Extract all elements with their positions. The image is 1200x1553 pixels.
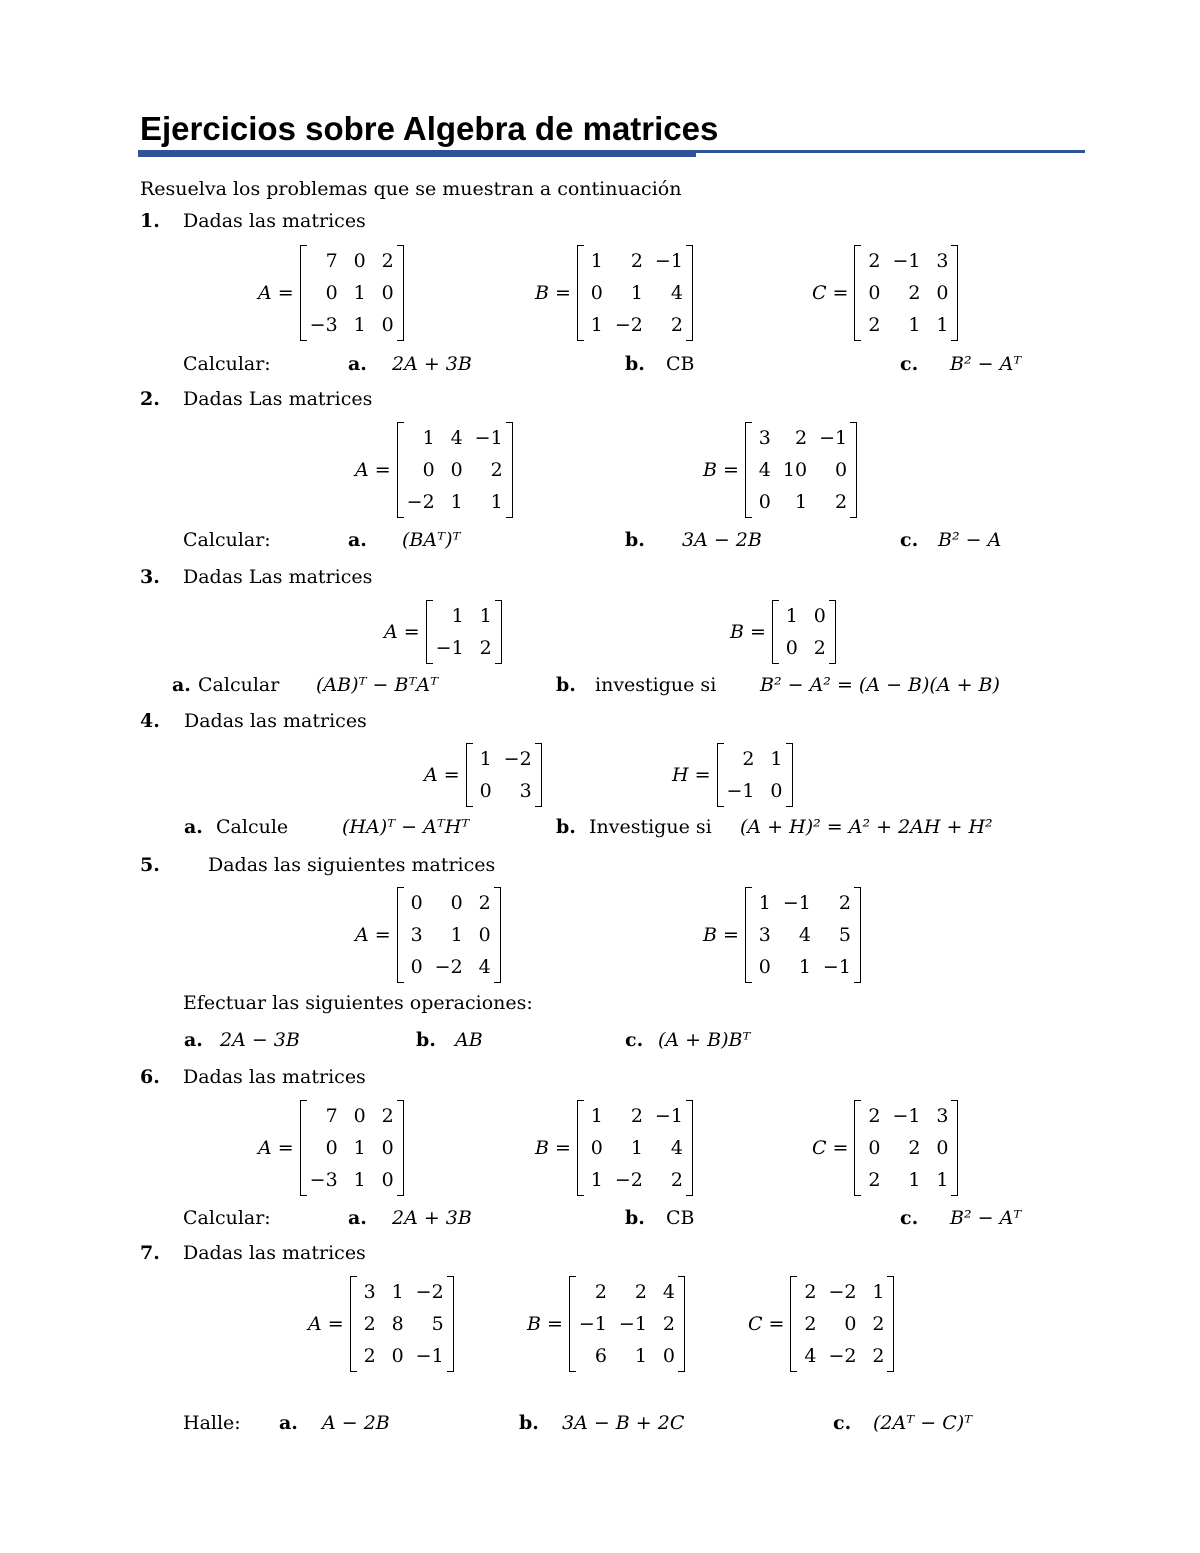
problem-2-b-label: b. bbox=[625, 529, 645, 551]
page-title: Ejercicios sobre Algebra de matrices bbox=[140, 110, 719, 147]
problem-1-matrix-A-cell: 0 bbox=[325, 282, 338, 304]
problem-2-matrix-B-cell: 10 bbox=[782, 459, 808, 481]
problem-1-matrix-C-cell: 2 bbox=[908, 282, 921, 304]
problem-2-matrix-B-cell: 0 bbox=[835, 459, 848, 481]
problem-6-a-expr: 2A + 3B bbox=[392, 1207, 472, 1229]
problem-5-number: 5. bbox=[140, 854, 160, 876]
problem-1-matrix-B-cell: 2 bbox=[670, 314, 683, 336]
problem-2-matrix-A-cell: 0 bbox=[450, 459, 463, 481]
problem-1-matrix-B-cell: 1 bbox=[590, 314, 603, 336]
problem-7-matrix-A-cell: 1 bbox=[391, 1281, 404, 1303]
problem-7-matrix-A-cell: 2 bbox=[363, 1345, 376, 1367]
problem-5-c-label: c. bbox=[625, 1029, 644, 1051]
problem-2-c-label: c. bbox=[900, 529, 919, 551]
problem-4-matrix-H-name: H bbox=[672, 764, 689, 786]
problem-2-matrix-A-equals: = bbox=[374, 459, 391, 481]
problem-4-matrix-H-cell: −1 bbox=[726, 780, 755, 802]
problem-5-matrix-B-cell: 4 bbox=[798, 924, 811, 946]
problem-2-matrix-B-body bbox=[745, 422, 857, 518]
problem-1-matrix-C-cell: −1 bbox=[892, 250, 921, 272]
problem-2-text: Dadas Las matrices bbox=[183, 388, 373, 410]
problem-3-matrix-A-body bbox=[426, 600, 502, 664]
problem-7-matrix-C-cell: −2 bbox=[828, 1345, 857, 1367]
problem-2-matrix-A-cell: −2 bbox=[406, 491, 435, 513]
problem-5-matrix-B-name: B bbox=[703, 924, 717, 946]
problem-6-matrix-C-cell: 2 bbox=[868, 1105, 881, 1127]
problem-5-matrix-B-cell: 3 bbox=[758, 924, 771, 946]
problem-1-matrix-A-name: A bbox=[258, 282, 272, 304]
problem-1-matrix-B-cell: −2 bbox=[614, 314, 643, 336]
problem-5-a-expr: 2A − 3B bbox=[220, 1029, 300, 1051]
problem-2-matrix-A-cell: 1 bbox=[422, 427, 435, 449]
problem-6-matrix-B-cell: 1 bbox=[590, 1105, 603, 1127]
problem-2-matrix-B bbox=[703, 422, 857, 518]
problem-3-a-expr: (AB)ᵀ − BᵀAᵀ bbox=[316, 674, 439, 696]
problem-3-matrix-B-body bbox=[772, 600, 836, 664]
problem-4-matrix-A-cell: 0 bbox=[479, 780, 492, 802]
problem-4-matrix-H bbox=[672, 743, 793, 807]
problem-6-matrix-B bbox=[535, 1100, 693, 1196]
problem-7-matrix-B-cell: 2 bbox=[634, 1281, 647, 1303]
problem-7-matrix-A-cell: −2 bbox=[415, 1281, 444, 1303]
problem-5-matrix-B bbox=[703, 887, 861, 983]
problem-7-number: 7. bbox=[140, 1242, 160, 1264]
problem-3-text: Dadas Las matrices bbox=[183, 566, 373, 588]
problem-5-matrix-A-cell: 4 bbox=[478, 956, 491, 978]
problem-1-matrix-C-name: C bbox=[812, 282, 827, 304]
problem-2-b-expr: 3A − 2B bbox=[682, 529, 762, 551]
problem-6-text: Dadas las matrices bbox=[183, 1066, 366, 1088]
problem-6-matrix-A-cell: −3 bbox=[309, 1169, 338, 1191]
problem-7-matrix-A-cell: −1 bbox=[415, 1345, 444, 1367]
problem-6-matrix-C-cell: −1 bbox=[892, 1105, 921, 1127]
problem-5-matrix-A-cell: 0 bbox=[410, 892, 423, 914]
problem-5-c-expr: (A + B)Bᵀ bbox=[658, 1029, 751, 1051]
problem-6-c-expr: B² − Aᵀ bbox=[950, 1207, 1022, 1229]
problem-7-matrix-A-cell: 2 bbox=[363, 1313, 376, 1335]
problem-3-number: 3. bbox=[140, 566, 160, 588]
problem-1-matrix-A bbox=[258, 245, 404, 341]
problem-1-matrix-A-cell: 0 bbox=[381, 282, 394, 304]
problem-5-matrix-A-cell: 1 bbox=[450, 924, 463, 946]
problem-2-a-label: a. bbox=[348, 529, 367, 551]
problem-7-b-label: b. bbox=[519, 1412, 539, 1434]
problem-2-matrix-A-name: A bbox=[355, 459, 369, 481]
problem-7-matrix-C-cell: 4 bbox=[804, 1345, 817, 1367]
problem-3-b-text: investigue si bbox=[595, 674, 717, 696]
problem-6-matrix-C-cell: 0 bbox=[868, 1137, 881, 1159]
title-underline-thin bbox=[138, 150, 1085, 153]
problem-5-matrix-A-name: A bbox=[355, 924, 369, 946]
problem-2-matrix-A-body bbox=[397, 422, 513, 518]
problem-1-matrix-C-cell: 0 bbox=[868, 282, 881, 304]
problem-5-matrix-B-cell: −1 bbox=[822, 956, 851, 978]
problem-3-matrix-A-equals: = bbox=[403, 621, 420, 643]
problem-7-matrix-B-cell: 6 bbox=[594, 1345, 607, 1367]
problem-4-matrix-A-cell: 3 bbox=[519, 780, 532, 802]
problem-2-matrix-B-cell: 3 bbox=[758, 427, 771, 449]
problem-2-matrix-B-cell: 0 bbox=[758, 491, 771, 513]
problem-6-matrix-A-cell: 0 bbox=[381, 1169, 394, 1191]
problem-7-matrix-C bbox=[748, 1276, 894, 1372]
problem-1-matrix-B-cell: 1 bbox=[630, 282, 643, 304]
problem-5-matrix-B-cell: 2 bbox=[838, 892, 851, 914]
problem-1-matrix-A-cell: 7 bbox=[325, 250, 338, 272]
problem-5-text: Dadas las siguientes matrices bbox=[208, 854, 496, 876]
problem-6-matrix-B-cell: −1 bbox=[654, 1105, 683, 1127]
problem-6-matrix-B-cell: 2 bbox=[670, 1169, 683, 1191]
problem-7-matrix-B-cell: 4 bbox=[662, 1281, 675, 1303]
problem-1-matrix-B-body bbox=[577, 245, 693, 341]
problem-6-matrix-A-cell: 2 bbox=[381, 1105, 394, 1127]
problem-3-matrix-B-equals: = bbox=[749, 621, 766, 643]
problem-3-matrix-A-cell: 1 bbox=[479, 605, 492, 627]
problem-1-matrix-B-cell: 1 bbox=[590, 250, 603, 272]
problem-2-matrix-B-cell: 2 bbox=[794, 427, 808, 449]
problem-6-matrix-B-cell: 2 bbox=[630, 1105, 643, 1127]
problem-6-matrix-C-equals: = bbox=[832, 1137, 849, 1159]
problem-3-matrix-B-cell: 0 bbox=[785, 637, 798, 659]
problem-1-matrix-B-cell: 2 bbox=[630, 250, 643, 272]
problem-7-matrix-C-name: C bbox=[748, 1313, 763, 1335]
problem-1-c-expr: B² − Aᵀ bbox=[950, 353, 1022, 375]
problem-4-a-expr: (HA)ᵀ − AᵀHᵀ bbox=[342, 816, 470, 838]
problem-7-matrix-A-cell: 3 bbox=[363, 1281, 376, 1303]
problem-6-matrix-A bbox=[258, 1100, 404, 1196]
problem-7-matrix-C-cell: 1 bbox=[872, 1281, 885, 1303]
problem-6-matrix-A-cell: 0 bbox=[325, 1137, 338, 1159]
problem-7-matrix-A-cell: 8 bbox=[391, 1313, 404, 1335]
problem-1-matrix-A-cell: 2 bbox=[381, 250, 394, 272]
problem-7-matrix-B-body bbox=[569, 1276, 685, 1372]
problem-1-matrix-B-cell: 0 bbox=[590, 282, 603, 304]
problem-1-matrix-B bbox=[535, 245, 693, 341]
problem-1-matrix-A-cell: 1 bbox=[353, 314, 366, 336]
problem-5-matrix-A bbox=[355, 887, 501, 983]
problem-2-number: 2. bbox=[140, 388, 160, 410]
problem-5-b-expr: AB bbox=[455, 1029, 483, 1051]
problem-5-matrix-B-cell: −1 bbox=[782, 892, 811, 914]
problem-7-matrix-A-cell: 0 bbox=[391, 1345, 404, 1367]
problem-3-matrix-B-cell: 0 bbox=[813, 605, 826, 627]
problem-1-calc-label: Calcular: bbox=[183, 353, 271, 375]
problem-1-matrix-A-cell: 1 bbox=[353, 282, 366, 304]
problem-1-matrix-B-equals: = bbox=[554, 282, 571, 304]
problem-2-matrix-A-cell: 4 bbox=[450, 427, 463, 449]
problem-7-halle-label: Halle: bbox=[183, 1412, 241, 1434]
problem-1-b-label: b. bbox=[625, 353, 645, 375]
problem-5-matrix-B-body bbox=[745, 887, 861, 983]
problem-5-matrix-A-cell: 0 bbox=[410, 956, 423, 978]
problem-6-matrix-C-cell: 2 bbox=[868, 1169, 881, 1191]
problem-1-matrix-C-cell: 0 bbox=[936, 282, 949, 304]
problem-6-matrix-C-cell: 1 bbox=[908, 1169, 921, 1191]
problem-2-matrix-A bbox=[355, 422, 513, 518]
problem-2-matrix-A-cell: −1 bbox=[474, 427, 503, 449]
problem-1-matrix-B-cell: 4 bbox=[670, 282, 683, 304]
problem-7-matrix-B-cell: 0 bbox=[662, 1345, 675, 1367]
problem-6-matrix-C-cell: 1 bbox=[936, 1169, 949, 1191]
problem-4-b-label: b. bbox=[556, 816, 576, 838]
problem-5-a-label: a. bbox=[184, 1029, 203, 1051]
problem-7-c-expr: (2Aᵀ − C)ᵀ bbox=[873, 1412, 973, 1434]
problem-7-matrix-A-name: A bbox=[308, 1313, 322, 1335]
problem-6-matrix-C-body bbox=[854, 1100, 958, 1196]
problem-6-matrix-A-cell: 1 bbox=[353, 1137, 366, 1159]
problem-7-matrix-A bbox=[308, 1276, 454, 1372]
problem-6-matrix-A-name: A bbox=[258, 1137, 272, 1159]
problem-7-matrix-B-cell: 1 bbox=[634, 1345, 647, 1367]
problem-1-number: 1. bbox=[140, 210, 160, 232]
problem-6-a-label: a. bbox=[348, 1207, 367, 1229]
problem-4-matrix-H-body bbox=[717, 743, 793, 807]
problem-5-instructions: Efectuar las siguientes operaciones: bbox=[183, 992, 533, 1014]
problem-1-matrix-A-body bbox=[300, 245, 404, 341]
problem-6-matrix-B-cell: −2 bbox=[614, 1169, 643, 1191]
problem-3-matrix-A-cell: 2 bbox=[479, 637, 492, 659]
problem-6-matrix-B-cell: 1 bbox=[630, 1137, 643, 1159]
problem-1-matrix-B-name: B bbox=[535, 282, 549, 304]
problem-5-matrix-B-cell: 0 bbox=[758, 956, 771, 978]
problem-7-matrix-C-cell: 2 bbox=[804, 1313, 817, 1335]
problem-7-matrix-B bbox=[527, 1276, 685, 1372]
problem-6-matrix-C-cell: 0 bbox=[936, 1137, 949, 1159]
problem-5-matrix-A-cell: 2 bbox=[478, 892, 491, 914]
problem-4-matrix-A-cell: 1 bbox=[479, 748, 492, 770]
problem-6-matrix-C-cell: 3 bbox=[936, 1105, 949, 1127]
problem-5-matrix-A-body bbox=[397, 887, 501, 983]
problem-1-matrix-A-cell: −3 bbox=[309, 314, 338, 336]
problem-4-a-label: a. bbox=[184, 816, 203, 838]
problem-2-matrix-B-cell: 4 bbox=[758, 459, 771, 481]
problem-2-matrix-B-equals: = bbox=[722, 459, 739, 481]
problem-6-b-label: b. bbox=[625, 1207, 645, 1229]
problem-6-c-label: c. bbox=[900, 1207, 919, 1229]
problem-3-b-expr: B² − A² = (A − B)(A + B) bbox=[760, 674, 1000, 696]
problem-3-matrix-A-name: A bbox=[384, 621, 398, 643]
problem-7-matrix-C-cell: 0 bbox=[844, 1313, 857, 1335]
problem-2-matrix-B-cell: −1 bbox=[819, 427, 848, 449]
problem-2-matrix-A-cell: 2 bbox=[490, 459, 503, 481]
problem-4-matrix-A-equals: = bbox=[443, 764, 460, 786]
problem-1-matrix-A-cell: 0 bbox=[353, 250, 366, 272]
problem-7-c-label: c. bbox=[833, 1412, 852, 1434]
problem-6-matrix-B-equals: = bbox=[554, 1137, 571, 1159]
problem-6-matrix-C bbox=[812, 1100, 958, 1196]
problem-4-b-text: Investigue si bbox=[589, 816, 712, 838]
problem-6-calc-label: Calcular: bbox=[183, 1207, 271, 1229]
problem-7-matrix-B-cell: −1 bbox=[578, 1313, 607, 1335]
problem-6-matrix-B-name: B bbox=[535, 1137, 549, 1159]
problem-6-matrix-B-cell: 0 bbox=[590, 1137, 603, 1159]
problem-3-b-label: b. bbox=[556, 674, 576, 696]
problem-1-matrix-C-equals: = bbox=[832, 282, 849, 304]
problem-7-matrix-B-cell: 2 bbox=[662, 1313, 675, 1335]
problem-4-number: 4. bbox=[140, 710, 160, 732]
problem-3-matrix-A-cell: −1 bbox=[435, 637, 464, 659]
problem-1-matrix-B-cell: −1 bbox=[654, 250, 683, 272]
problem-4-matrix-A-body bbox=[466, 743, 542, 807]
problem-7-matrix-A-body bbox=[350, 1276, 454, 1372]
problem-3-matrix-B-name: B bbox=[730, 621, 744, 643]
problem-4-matrix-H-cell: 2 bbox=[742, 748, 755, 770]
problem-5-matrix-B-cell: 1 bbox=[758, 892, 771, 914]
problem-7-matrix-C-equals: = bbox=[768, 1313, 785, 1335]
problem-2-calc-label: Calcular: bbox=[183, 529, 271, 551]
problem-6-matrix-B-cell: 4 bbox=[670, 1137, 683, 1159]
problem-1-matrix-C-cell: 3 bbox=[936, 250, 949, 272]
problem-5-matrix-A-equals: = bbox=[374, 924, 391, 946]
problem-7-matrix-B-cell: −1 bbox=[618, 1313, 647, 1335]
problem-1-matrix-C-cell: 2 bbox=[868, 314, 881, 336]
problem-1-matrix-A-equals: = bbox=[277, 282, 294, 304]
problem-5-matrix-A-cell: 3 bbox=[410, 924, 423, 946]
problem-2-matrix-A-cell: 1 bbox=[490, 491, 503, 513]
problem-2-matrix-B-name: B bbox=[703, 459, 717, 481]
problem-4-text: Dadas las matrices bbox=[184, 710, 367, 732]
problem-7-matrix-C-cell: 2 bbox=[872, 1313, 885, 1335]
problem-5-matrix-B-equals: = bbox=[722, 924, 739, 946]
problem-6-b-expr: CB bbox=[666, 1207, 695, 1229]
problem-7-matrix-B-equals: = bbox=[546, 1313, 563, 1335]
problem-4-matrix-H-equals: = bbox=[694, 764, 711, 786]
problem-6-matrix-A-body bbox=[300, 1100, 404, 1196]
problem-5-matrix-B-cell: 5 bbox=[838, 924, 851, 946]
problem-3-matrix-A bbox=[384, 600, 502, 664]
problem-3-matrix-B-cell: 1 bbox=[785, 605, 798, 627]
problem-4-matrix-A-name: A bbox=[424, 764, 438, 786]
problem-5-matrix-A-cell: 0 bbox=[450, 892, 463, 914]
problem-5-matrix-A-cell: −2 bbox=[434, 956, 463, 978]
problem-6-matrix-C-cell: 2 bbox=[908, 1137, 921, 1159]
problem-1-matrix-C-cell: 2 bbox=[868, 250, 881, 272]
problem-2-c-expr: B² − A bbox=[938, 529, 1002, 551]
problem-3-matrix-A-cell: 1 bbox=[451, 605, 464, 627]
problem-2-matrix-A-cell: 0 bbox=[422, 459, 435, 481]
problem-3-a-label: a. bbox=[172, 674, 191, 696]
problem-5-b-label: b. bbox=[416, 1029, 436, 1051]
problem-7-a-expr: A − 2B bbox=[322, 1412, 390, 1434]
problem-6-matrix-B-cell: 1 bbox=[590, 1169, 603, 1191]
problem-3-matrix-B bbox=[730, 600, 836, 664]
problem-4-b-expr: (A + H)² = A² + 2AH + H² bbox=[740, 816, 993, 838]
problem-1-a-label: a. bbox=[348, 353, 367, 375]
problem-7-matrix-B-cell: 2 bbox=[594, 1281, 607, 1303]
problem-7-matrix-B-name: B bbox=[527, 1313, 541, 1335]
problem-2-matrix-B-cell: 2 bbox=[835, 491, 848, 513]
problem-7-matrix-C-cell: 2 bbox=[872, 1345, 885, 1367]
problem-1-matrix-C-body bbox=[854, 245, 958, 341]
problem-1-c-label: c. bbox=[900, 353, 919, 375]
problem-1-matrix-C-cell: 1 bbox=[936, 314, 949, 336]
intro-text: Resuelva los problemas que se muestran a continuación bbox=[140, 178, 682, 200]
problem-6-matrix-B-body bbox=[577, 1100, 693, 1196]
problem-7-matrix-A-equals: = bbox=[327, 1313, 344, 1335]
problem-1-a-expr: 2A + 3B bbox=[392, 353, 472, 375]
problem-4-a-text: Calcule bbox=[216, 816, 289, 838]
problem-6-matrix-A-cell: 7 bbox=[325, 1105, 338, 1127]
problem-1-b-expr: CB bbox=[666, 353, 695, 375]
problem-7-matrix-C-cell: −2 bbox=[828, 1281, 857, 1303]
problem-7-b-expr: 3A − B + 2C bbox=[562, 1412, 685, 1434]
problem-7-a-label: a. bbox=[279, 1412, 298, 1434]
problem-1-matrix-C-cell: 1 bbox=[908, 314, 921, 336]
problem-7-matrix-C-body bbox=[790, 1276, 894, 1372]
problem-2-a-expr: (BAᵀ)ᵀ bbox=[402, 529, 461, 551]
problem-6-matrix-A-cell: 0 bbox=[353, 1105, 366, 1127]
problem-6-matrix-A-cell: 0 bbox=[381, 1137, 394, 1159]
problem-5-matrix-B-cell: 1 bbox=[798, 956, 811, 978]
problem-6-matrix-C-name: C bbox=[812, 1137, 827, 1159]
problem-6-number: 6. bbox=[140, 1066, 160, 1088]
problem-1-matrix-A-cell: 0 bbox=[381, 314, 394, 336]
problem-7-matrix-C-cell: 2 bbox=[804, 1281, 817, 1303]
problem-3-matrix-B-cell: 2 bbox=[813, 637, 826, 659]
problem-4-matrix-A-cell: −2 bbox=[503, 748, 532, 770]
problem-2-matrix-B-cell: 1 bbox=[794, 491, 808, 513]
problem-6-matrix-A-equals: = bbox=[277, 1137, 294, 1159]
problem-4-matrix-H-cell: 1 bbox=[770, 748, 783, 770]
problem-3-a-text: Calcular bbox=[198, 674, 280, 696]
problem-1-matrix-C bbox=[812, 245, 958, 341]
problem-6-matrix-A-cell: 1 bbox=[353, 1169, 366, 1191]
problem-2-matrix-A-cell: 1 bbox=[450, 491, 463, 513]
problem-5-matrix-A-cell: 0 bbox=[478, 924, 491, 946]
problem-7-text: Dadas las matrices bbox=[183, 1242, 366, 1264]
problem-4-matrix-A bbox=[424, 743, 542, 807]
problem-4-matrix-H-cell: 0 bbox=[770, 780, 783, 802]
problem-1-text: Dadas las matrices bbox=[183, 210, 366, 232]
problem-7-matrix-A-cell: 5 bbox=[431, 1313, 444, 1335]
